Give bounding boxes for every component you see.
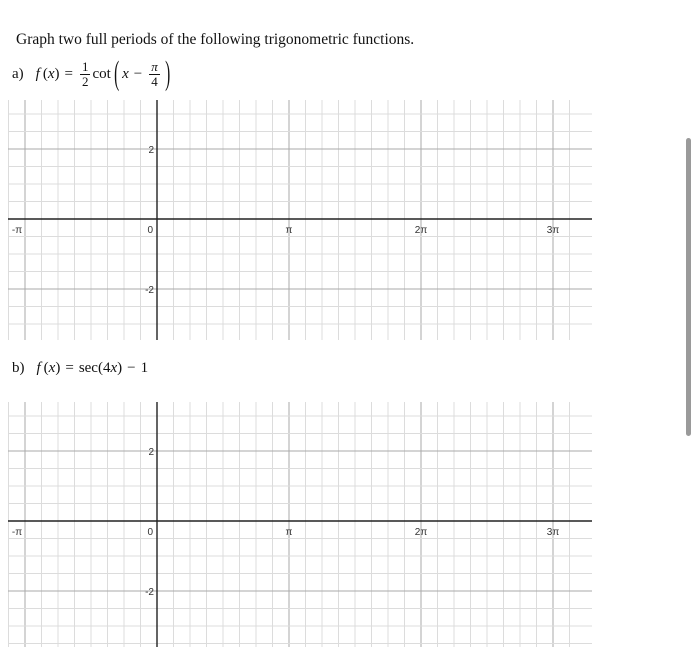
close-paren: ) xyxy=(164,55,170,92)
coefficient-fraction xyxy=(80,60,91,89)
arg-variable: x xyxy=(110,359,118,376)
arg-close-paren: ) xyxy=(117,359,123,376)
x-tick-label: 2π xyxy=(414,225,428,236)
function-sec: sec xyxy=(78,359,98,376)
shift-fraction xyxy=(149,60,160,89)
function-name: f xyxy=(36,359,41,376)
shift-denominator: 4 xyxy=(151,73,158,89)
y-tick-label: -2 xyxy=(145,285,154,296)
vertical-scrollbar[interactable] xyxy=(686,138,691,436)
y-tick-label: 2 xyxy=(148,145,154,156)
minus-sign: − xyxy=(127,359,136,376)
function-cot: cot xyxy=(92,65,111,82)
shift-numerator: π xyxy=(151,58,158,74)
x-tick-label: 0 xyxy=(147,225,153,236)
x-tick-label: 3π xyxy=(546,225,560,236)
x-tick-label: -π xyxy=(11,225,23,236)
minus-sign: − xyxy=(133,65,143,82)
coefficient-denominator: 2 xyxy=(81,73,89,89)
x-tick-label: π xyxy=(285,527,293,538)
x-tick-label: -π xyxy=(11,527,23,538)
function-variable: x xyxy=(48,359,56,376)
coefficient-numerator: 1 xyxy=(81,58,89,74)
instruction-text: Graph two full periods of the following trigonometric functions. xyxy=(16,31,415,48)
inner-variable: x xyxy=(122,65,129,82)
problem-b-equation: b) f ( x ) = sec ( 4 x ) − 1 xyxy=(12,359,149,376)
arg-coefficient: 4 xyxy=(102,359,111,376)
problem-label: a) xyxy=(12,65,24,82)
equals-sign: = xyxy=(65,359,74,376)
function-variable: x xyxy=(47,65,55,82)
constant-term: 1 xyxy=(140,359,149,376)
x-tick-label: 2π xyxy=(414,527,428,538)
equals-sign: = xyxy=(64,65,73,82)
y-tick-label: -2 xyxy=(145,587,154,598)
x-tick-label: 3π xyxy=(546,527,560,538)
problem-a-equation: a) f ( x ) = $\frac{1}{2}$ cot ( x − $\frac{\pi}{4}$ ) xyxy=(12,55,170,92)
x-tick-label: 0 xyxy=(147,527,153,538)
function-name: f xyxy=(35,65,40,82)
graph-a xyxy=(0,100,600,340)
x-tick-label: π xyxy=(285,225,293,236)
y-tick-label: 2 xyxy=(148,447,154,458)
graph-b xyxy=(0,402,600,647)
problem-label: b) xyxy=(12,359,25,376)
open-paren: ( xyxy=(113,55,120,92)
arg-open-paren: ( xyxy=(97,359,103,376)
